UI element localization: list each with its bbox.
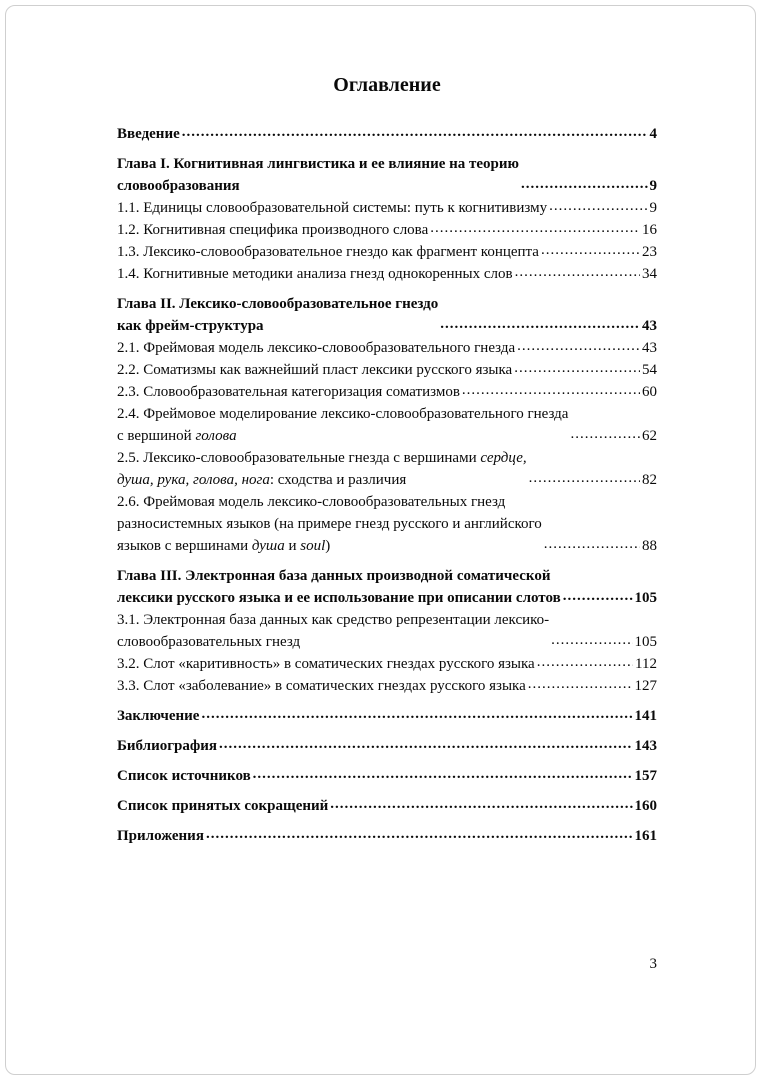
toc-entry-title [117,219,428,241]
footer-page-number: 3 [649,956,657,972]
dot-leader [330,799,632,817]
toc-entry-title [117,381,460,403]
toc-entry [117,219,657,241]
toc-entry [117,381,657,403]
toc-entry-text: 3.1. Электронная база данных как средство репрезентации лексико- [117,612,550,628]
toc-page-number: 82 [642,472,657,488]
dot-leader [514,363,640,381]
toc-entry-text: 1.4. Когнитивные методики анализа гнезд однокоренных слов [117,266,513,282]
toc-entry-title [117,795,328,817]
dot-leader [440,319,640,337]
toc-entry-text: 2.5. Лексико-словообразовательные гнезда с вершинами [117,450,481,466]
table-of-contents [117,123,657,847]
toc-page-number: 143 [634,738,657,754]
toc-entry-title [117,653,535,675]
toc-entry-title [117,293,438,337]
toc-entry [117,491,657,557]
toc-entry-text: 3.3. Слот «заболевание» в соматических гнездах русского языка [117,678,526,694]
dot-leader [515,267,640,285]
toc-entry [117,197,657,219]
toc-page-number: 141 [634,708,657,724]
dot-leader [430,223,640,241]
toc-entry [117,241,657,263]
toc-entry-text: Список источников [117,768,251,784]
toc-entry-title [117,825,204,847]
toc-page-number: 127 [634,678,657,694]
toc-page-number: 112 [635,656,657,672]
dot-leader [537,657,633,675]
toc-entry [117,735,657,757]
toc-page-number: 105 [634,634,657,650]
toc-entry-title [117,705,199,727]
dot-leader [206,829,633,847]
dot-leader [182,127,648,145]
toc-page-content [117,74,657,847]
toc-page-number: 88 [642,538,657,554]
toc-entry-title [117,735,217,757]
toc-entry [117,153,657,197]
toc-entry [117,359,657,381]
toc-page-number: 43 [642,318,657,334]
toc-entry-text: 1.2. Когнитивная специфика производного слова [117,222,429,238]
toc-entry-text: словообразования [117,178,240,194]
toc-entry [117,293,657,337]
toc-entry-title [117,359,512,381]
toc-page-number: 9 [649,200,657,216]
toc-entry [117,263,657,285]
dot-leader [219,739,632,757]
toc-entry-title [117,491,542,557]
toc-entry-title [117,447,527,491]
dot-leader [529,473,640,491]
toc-page-number: 34 [642,266,657,282]
toc-entry-title [117,197,547,219]
toc-entry-text: 2.3. Словообразовательная категоризация соматизмов [117,384,460,400]
toc-entry-title [117,675,526,697]
toc-entry-text: 2.1. Фреймовая модель лексико-словообразовательного гнезда [117,340,516,356]
toc-page-number: 43 [642,340,657,356]
toc-entry-text: Глава II. Лексико-словообразовательное гнездо [117,296,439,312]
toc-entry [117,565,657,609]
toc-page-number: 23 [642,244,657,260]
toc-entry [117,653,657,675]
toc-entry-text: 3.2. Слот «каритивность» в соматических гнездах русского языка [117,656,535,672]
dot-leader [201,709,632,727]
dot-leader [549,201,647,219]
toc-entry-title [117,403,568,447]
toc-entry-text: с вершиной [117,428,196,444]
toc-entry-text: словообразовательных гнезд [117,634,301,650]
toc-page-number: 16 [642,222,657,238]
dot-leader [462,385,640,403]
toc-page-number: 4 [649,126,657,142]
toc-page-number: 157 [634,768,657,784]
toc-entry-text: разносистемных языков (на примере гнезд русского и английского [117,516,542,532]
toc-entry-title [117,565,561,609]
toc-entry-text: 1.1. Единицы словообразовательной системы: путь к когнитивизму [117,200,548,216]
toc-entry-text: Библиография [117,738,218,754]
toc-entry-text: и [284,538,301,554]
toc-entry-text: 2.6. Фреймовая модель лексико-словообразовательных гнезд [117,494,506,510]
toc-entry-title [117,765,251,787]
toc-entry-text: Приложения [117,828,204,844]
dot-leader [521,179,648,197]
toc-entry [117,609,657,653]
toc-entry-text-italic: душа [251,538,285,554]
toc-entry-text: Введение [117,126,180,142]
toc-entry-title [117,337,515,359]
toc-page-number: 161 [634,828,657,844]
toc-entry-text: 2.2. Соматизмы как важнейший пласт лексики русского языка [117,362,513,378]
toc-entry-text: Глава I. Когнитивная лингвистика и ее влияние на теорию [117,156,519,172]
toc-entry-text: языков с вершинами [117,538,252,554]
dot-leader [541,245,640,263]
toc-entry [117,795,657,817]
toc-entry-text-italic: душа, рука, голова, нога [117,472,270,488]
toc-entry-text: 1.3. Лексико-словообразовательное гнездо как фрагмент концепта [117,244,539,260]
toc-entry-text-italic: голова [195,428,237,444]
dot-leader [253,769,633,787]
toc-entry-text: как фрейм-структура [117,318,264,334]
dot-leader [570,429,640,447]
toc-entry-title [117,153,519,197]
toc-entry [117,825,657,847]
toc-entry-text-italic: soul [300,538,326,554]
toc-entry [117,337,657,359]
toc-entry-title [117,123,180,145]
toc-entry-text: Глава III. Электронная база данных производной соматической [117,568,551,584]
toc-entry [117,675,657,697]
dot-leader [544,539,640,557]
dot-leader [517,341,640,359]
toc-page-number: 62 [642,428,657,444]
toc-page-number: 160 [634,798,657,814]
toc-entry-text: лексики русского языка и ее использование при описании слотов [117,590,561,606]
toc-page-number: 9 [649,178,657,194]
page-title: Оглавление [333,74,441,96]
toc-entry-text: Заключение [117,708,200,724]
toc-entry [117,403,657,447]
toc-entry-text: Список принятых сокращений [117,798,329,814]
toc-entry [117,123,657,145]
toc-entry [117,705,657,727]
toc-entry [117,765,657,787]
toc-entry-text-italic: сердце, [480,450,527,466]
toc-entry-title [117,609,549,653]
toc-page-number: 60 [642,384,657,400]
dot-leader [528,679,633,697]
toc-entry-title [117,263,513,285]
toc-entry-text: 2.4. Фреймовое моделирование лексико-словообразовательного гнезда [117,406,569,422]
dot-leader [563,591,633,609]
toc-entry-text: ) [325,538,331,554]
dot-leader [551,635,632,653]
toc-page-number: 54 [642,362,657,378]
toc-entry-text: : сходства и различия [269,472,407,488]
toc-page-number: 105 [634,590,657,606]
toc-entry-title [117,241,539,263]
toc-entry [117,447,657,491]
